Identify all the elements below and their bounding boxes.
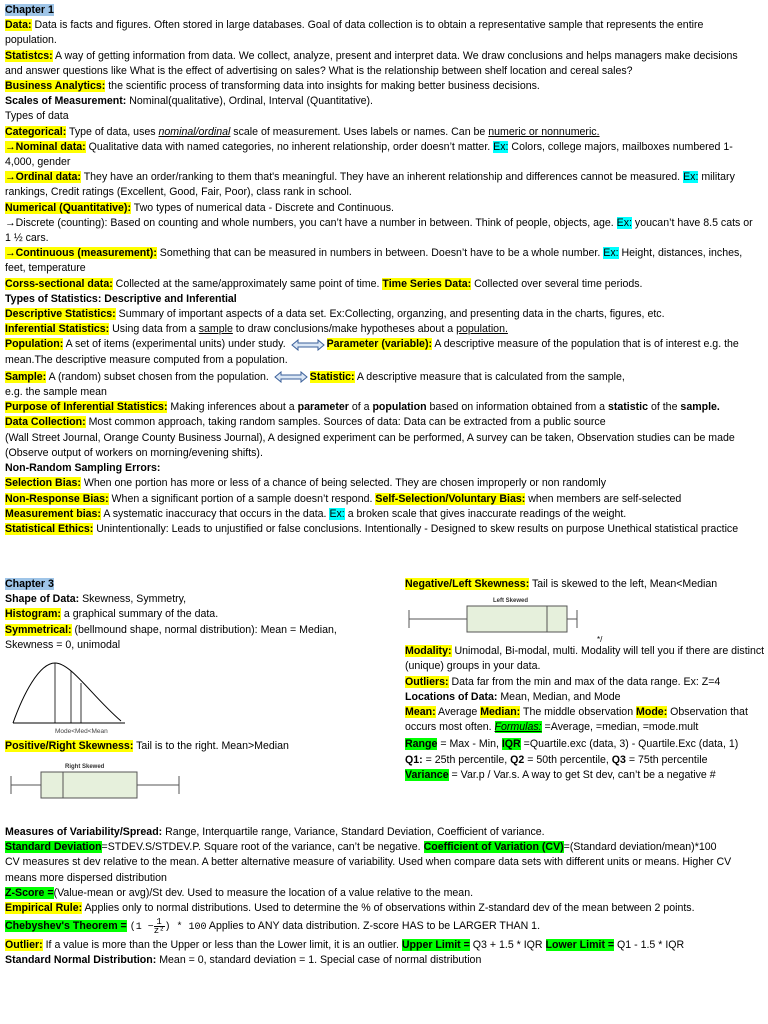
scales-of-measurement: Scales of Measurement: Nominal(qualitative), Ordinal, Interval (Quantitative). — [5, 95, 373, 108]
cross-sectional-definition: Corss-sectional data: Collected at the same/approximately same point of time. Time Series Data: Collected over several time periods. — [5, 277, 643, 290]
left-skewed-boxplot — [405, 594, 615, 644]
numerical-definition: Numerical (Quantitative): Two types of numerical data - Discrete and Continuous. — [5, 201, 395, 214]
data-collection-definition: Data Collection: Most common approach, taking random samples. Sources of data: Data can be extracted from a public source — [5, 416, 606, 429]
curve-caption: Mode<Med<Mean — [55, 728, 108, 736]
positive-skewness-definition: Positive/Right Skewness: Tail is to the right. Mean>Median — [5, 740, 289, 753]
chapter-1-heading: Chapter 1 — [5, 4, 54, 16]
shape-of-data: Shape of Data: Skewness, Symmetry, — [5, 593, 187, 606]
variability-section — [5, 825, 763, 969]
sample-definition: Sample: A (random) subset chosen from the population. Statistic: A descriptive measure that is calculated from the sample, — [5, 370, 625, 383]
locations-of-data: Locations of Data: Mean, Median, and Mode — [405, 690, 621, 703]
left-skewed-title: Left Skewed — [493, 598, 529, 605]
data-definition: Data: Data is facts and figures. Often stored in large databases. Goal of data collection is to obtain a representative sample that represents the entire population. — [5, 19, 704, 47]
chebyshev-formula: (1 − $\frac{1}{\text{z²}}$ ) * 100 — [129, 917, 207, 937]
data-collection-sources: (Wall Street Journal, Orange County Business Journal), A designed experiment can be performed, A survey can be taken, Observation studies can be made (Observe output of workers on morning/evening shifts). — [5, 431, 735, 459]
variance-definition: Variance = Var.p / Var.s. A way to get St dev, can’t be a negative # — [405, 768, 716, 781]
nominal-definition: →Nominal data: Qualitative data with named categories, no inherent relationship, order doesn’t matter. Ex: Colors, college majors, mailboxes numbered 1-4,000, gender — [5, 140, 733, 169]
chebyshev-definition: Chebyshev's Theorem = (1 − $\frac{1}{\text{z²}}$ ) * 100 Applies to ANY data distribution. Z-score HAS to be LARGER THAN 1. — [5, 917, 541, 937]
mean-median-mode: Mean: Average Median: The middle observation Mode: Observation that occurs most often. Formulas: =Average, =median, =mode.mult — [405, 706, 748, 734]
right-skewed-boxplot — [5, 760, 185, 804]
right-skewed-title: Right Skewed — [65, 764, 105, 771]
histogram-definition: Histogram: a graphical summary of the data. — [5, 608, 219, 621]
symmetrical-definition: Symmetrical: (bellmound shape, normal distribution): Mean = Median, Skewness = 0, unimodal — [5, 623, 337, 651]
range-iqr: Range = Max - Min, IQR =Quartile.exc (data, 3) - Quartile.Exc (data, 1) — [405, 738, 739, 751]
double-arrow-icon — [291, 339, 325, 351]
business-analytics-definition: Business Analytics: the scientific process of transforming data into insights for making better business decisions. — [5, 80, 540, 93]
modality-definition: Modality: Unimodal, Bi-modal, multi. Modality will tell you if there are distinct (unique) groups in your data. — [405, 645, 765, 673]
categorical-definition: Categorical: Type of data, uses nominal/ordinal scale of measurement. Uses labels or names. Can be numeric or nonnumeric. — [5, 125, 600, 138]
stray-mark: */ — [597, 635, 603, 645]
empirical-rule-definition: Empirical Rule: Applies only to normal distributions. Used to determine the % of observations within Z-standard dev of the mean between 2 points. — [5, 902, 695, 915]
non-random-sampling-errors: Non-Random Sampling Errors: — [5, 462, 161, 475]
measures-of-variability: Measures of Variability/Spread: Range, Interquartile range, Variance, Standard Deviation, Coefficient of variance. — [5, 826, 545, 838]
outlier-limits: Outlier: If a value is more than the Upper or less than the Lower limit, it is an outlier. Upper Limit = Q3 + 1.5 * IQR Lower Limit = Q1 - 1.5 * IQR — [5, 939, 685, 952]
discrete-definition: →Discrete (counting): Based on counting and whole numbers, you can’t have a number in between. Think of people, objects, age. Ex: youcan’t have 8.5 cats or 1 ½ cars. — [5, 216, 753, 245]
inferential-statistics-definition: Inferential Statistics: Using data from a sample to draw conclusions/make hypotheses about a population. — [5, 323, 508, 336]
continuous-definition: →Continuous (measurement): Something that can be measured in numbers in between. Doesn’t have to be a whole number. Ex: Height, distances, inches, feet, temperature — [5, 247, 743, 275]
measurement-bias-definition: Measurement bias: A systematic inaccuracy that occurs in the data. Ex: a broken scale that gives inaccurate readings of the weight. — [5, 507, 627, 520]
negative-skewness-definition: Negative/Left Skewness: Tail is skewed to the left, Mean<Median — [405, 578, 718, 590]
sample-example: e.g. the sample mean — [5, 386, 107, 399]
outliers-definition: Outliers: Data far from the min and max of the data range. Ex: Z=4 — [405, 675, 721, 688]
cv-explanation: CV measures st dev relative to the mean. A better alternative measure of variability. Used when compare data sets with different units or means. Higher CV means more dispersed distribution — [5, 856, 732, 884]
chapter-3-right-column — [405, 577, 765, 783]
chapter-3-left-column — [5, 577, 350, 804]
non-response-bias-definition: Non-Response Bias: When a significant portion of a sample doesn’t respond. Self-Selection/Voluntary Bias: when members are self-selected — [5, 492, 682, 505]
purpose-inferential: Purpose of Inferential Statistics: Making inferences about a parameter of a population based on information obtained from a statistic of the sample. — [5, 401, 720, 414]
statistical-ethics-definition: Statistical Ethics: Unintentionally: Leads to unjustified or false conclusions. Intentionally - Designed to skew results on purpose Unethical statistical practice — [5, 522, 739, 535]
selection-bias-definition: Selection Bias: When one portion has more or less of a chance of being selected. They are chosen improperly or non randomly — [5, 477, 607, 490]
standard-deviation-definition: Standard Deviation=STDEV.S/STDEV.P. Square root of the variance, can’t be negative. Coefficient of Variation (CV)=(Standard deviation/mean)*100 — [5, 841, 717, 854]
standard-normal-distribution: Standard Normal Distribution: Mean = 0, standard deviation = 1. Special case of normal distribution — [5, 954, 482, 967]
quartiles: Q1: = 25th percentile, Q2 = 50th percentile, Q3 = 75th percentile — [405, 753, 708, 766]
double-arrow-icon — [274, 371, 308, 383]
chapter-1-section — [5, 3, 757, 537]
chapter-3-heading: Chapter 3 — [5, 578, 54, 590]
ordinal-definition: →Ordinal data: They have an order/ranking to them that's meaningful. They have an inherent relationship and differences cannot be measured. Ex: military rankings, Credit ratings (Excellent, Good, Fair, Poor), class rank in school. — [5, 171, 735, 199]
statistics-definition: Statistcs: A way of getting information from data. We collect, analyze, present and interpret data. We draw conclusions and helps managers make decisions and answer questions like What is the effect of advertising on sales? What is the relationship between shelf location and cereal sales? — [5, 49, 738, 77]
skewed-curve-figure — [9, 655, 129, 735]
z-score-definition: Z-Score =(Value-mean or avg)/St dev. Used to measure the location of a value relative to the mean. — [5, 886, 474, 899]
population-definition: Population: A set of items (experimental units) under study. Parameter (variable): A descriptive measure of the population that is of interest e.g. the mean.The descriptive measure computed from a population. — [5, 338, 739, 366]
descriptive-statistics-definition: Descriptive Statistics: Summary of important aspects of a data set. Ex:Collecting, organzing, and presenting data in the charts, figures, etc. — [5, 308, 665, 321]
types-of-data: Types of data — [5, 110, 69, 123]
types-of-statistics: Types of Statistics: Descriptive and Inferential — [5, 292, 237, 305]
